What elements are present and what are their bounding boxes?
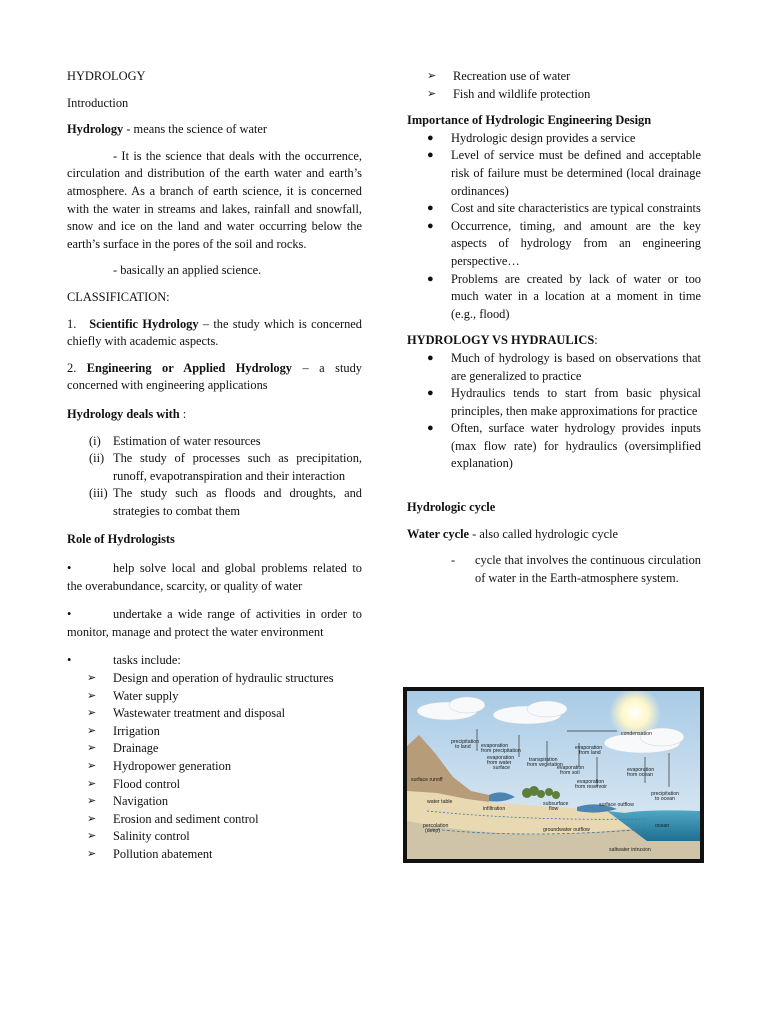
list-item bbox=[67, 688, 362, 706]
role-text: help solve local and global problems related to the overabundance, scarcity, or quality of water bbox=[67, 561, 362, 593]
list-number: (iii) bbox=[89, 486, 108, 501]
classification-heading: CLASSIFICATION: bbox=[67, 289, 170, 304]
list-item bbox=[67, 450, 362, 485]
dash-marker: - bbox=[451, 553, 456, 568]
left-column bbox=[67, 68, 362, 864]
label-groundwater-outflow: groundwater outflow bbox=[543, 827, 590, 833]
deals-with-heading bbox=[67, 406, 362, 424]
bullet-icon: ● bbox=[427, 202, 434, 215]
deals-with-list bbox=[67, 433, 362, 521]
list-item bbox=[67, 776, 362, 794]
list-text: Often, surface water hydrology provides inputs (max flow rate) for hydraulics (oversimplified explanation) bbox=[451, 421, 701, 471]
list-text: The study such as floods and droughts, and strategies to combat them bbox=[113, 486, 362, 518]
role-heading: Role of Hydrologists bbox=[67, 532, 175, 547]
intro-heading: Introduction bbox=[67, 95, 129, 110]
arrow-bullet-icon: ➢ bbox=[87, 795, 97, 808]
label-evap-precip: evaporation bbox=[481, 743, 509, 749]
label-precip-ocean: precipitation bbox=[651, 791, 679, 797]
list-item bbox=[67, 793, 362, 811]
arrow-bullet-icon: ➢ bbox=[87, 742, 97, 755]
list-number: (ii) bbox=[89, 451, 105, 466]
arrow-bullet-icon: ➢ bbox=[427, 70, 437, 82]
list-item bbox=[67, 740, 362, 758]
label-transpiration: from vegetation bbox=[527, 762, 563, 768]
tasks-list-continued bbox=[407, 68, 701, 103]
list-item bbox=[407, 86, 701, 104]
list-item bbox=[67, 433, 362, 451]
list-item bbox=[67, 485, 362, 520]
bullet-icon: • bbox=[67, 607, 72, 622]
hydrologic-cycle-diagram bbox=[407, 691, 700, 859]
role-text: tasks include: bbox=[113, 653, 181, 668]
list-text: Irrigation bbox=[113, 723, 160, 738]
arrow-bullet-icon: ➢ bbox=[87, 672, 97, 685]
list-text: Problems are created by lack of water or too much water in a location at a moment in time (e.g., flood) bbox=[451, 271, 701, 321]
arrow-bullet-icon: ➢ bbox=[87, 724, 97, 737]
cycle-heading: Hydrologic cycle bbox=[407, 500, 496, 515]
list-text: Wastewater treatment and disposal bbox=[113, 706, 286, 721]
hydrologic-cycle-figure bbox=[403, 687, 704, 863]
list-item bbox=[67, 811, 362, 829]
list-text: Cost and site characteristics are typical constraints bbox=[451, 201, 701, 216]
label-evap-land: evaporation bbox=[575, 745, 603, 751]
list-text: Navigation bbox=[113, 794, 169, 809]
applied-science-note: - basically an applied science. bbox=[113, 263, 262, 278]
arrow-bullet-icon: ➢ bbox=[87, 760, 97, 772]
label-surface-outflow: surface outflow bbox=[599, 802, 634, 808]
cycle-definition-text: cycle that involves the continuous circulation of water in the Earth-atmosphere system. bbox=[475, 553, 701, 585]
list-item bbox=[67, 670, 362, 688]
list-text: Much of hydrology is based on observations that are generalized to practice bbox=[451, 350, 701, 383]
list-item bbox=[67, 846, 362, 864]
list-item bbox=[407, 350, 701, 385]
list-text: Level of service must be defined and acceptable risk of failure must be determined (local drainage ordinances) bbox=[451, 148, 701, 198]
water-cycle-term: Water cycle bbox=[407, 526, 470, 541]
label-ocean: ocean bbox=[655, 823, 670, 829]
list-text: The study of processes such as precipitation, runoff, evapotranspiration and their interaction bbox=[113, 451, 362, 483]
list-item bbox=[407, 420, 701, 473]
label-subsurface-flow: flow bbox=[549, 806, 559, 812]
role-text: undertake a wide range of activities in order to monitor, manage and protect the water environment bbox=[67, 607, 362, 639]
vs-heading-colon: : bbox=[594, 333, 598, 348]
list-text: Drainage bbox=[113, 741, 159, 756]
list-text: Salinity control bbox=[113, 829, 190, 844]
label-surface-runoff: surface runoff bbox=[411, 777, 443, 783]
list-item bbox=[67, 828, 362, 846]
bullet-icon: • bbox=[67, 561, 72, 576]
bullet-icon: • bbox=[67, 653, 72, 668]
label-evap-surface: evaporation bbox=[487, 755, 515, 761]
arrow-bullet-icon: ➢ bbox=[87, 812, 97, 825]
importance-list bbox=[407, 130, 701, 324]
label-precip-ocean: to ocean bbox=[655, 796, 675, 802]
list-text: Flood control bbox=[113, 776, 181, 791]
role-item-3 bbox=[67, 652, 362, 670]
arrow-bullet-icon: ➢ bbox=[87, 707, 97, 720]
right-column bbox=[407, 68, 701, 587]
classification-number: 1. bbox=[67, 316, 77, 331]
role-item-2 bbox=[67, 606, 362, 641]
classification-item-2 bbox=[67, 360, 362, 395]
list-text: Estimation of water resources bbox=[113, 433, 261, 448]
label-evap-soil: from soil bbox=[560, 770, 580, 776]
label-evap-ocean: from ocean bbox=[627, 772, 653, 778]
label-precip-land: precipitation bbox=[451, 739, 479, 745]
list-item bbox=[67, 758, 362, 776]
label-evap-soil: evaporation bbox=[557, 765, 585, 771]
list-text: Water supply bbox=[113, 688, 179, 703]
classification-text: – the study which is concerned chiefly with academic aspects. bbox=[67, 316, 362, 349]
list-text: Design and operation of hydraulic structures bbox=[113, 671, 334, 686]
label-evap-reservoir: from reservoir bbox=[575, 784, 607, 790]
label-transpiration: transpiration bbox=[529, 757, 558, 763]
label-infiltration: infiltration bbox=[483, 806, 506, 812]
label-percolation: percolation bbox=[423, 823, 449, 829]
list-text: Pollution abatement bbox=[113, 846, 213, 861]
list-text: Occurrence, timing, and amount are the key aspects of hydrology from an engineering perspective… bbox=[451, 218, 701, 268]
bullet-icon: ● bbox=[427, 272, 434, 285]
bullet-icon: ● bbox=[427, 131, 434, 144]
vs-list bbox=[407, 350, 701, 473]
vs-heading-text: HYDROLOGY VS HYDRAULICS bbox=[407, 333, 595, 348]
label-evap-reservoir: evaporation bbox=[577, 779, 605, 785]
deals-with-term: Hydrology deals with bbox=[67, 406, 180, 421]
bullet-icon: ● bbox=[427, 351, 434, 364]
label-evap-surface: surface bbox=[493, 765, 511, 771]
role-item-1 bbox=[67, 560, 362, 595]
cycle-definition-item bbox=[407, 552, 701, 587]
hydrology-definition bbox=[67, 121, 362, 139]
arrow-bullet-icon: ➢ bbox=[427, 87, 437, 100]
list-text: Recreation use of water bbox=[453, 69, 571, 83]
classification-term: Engineering or Applied Hydrology bbox=[86, 360, 292, 375]
list-item bbox=[407, 200, 701, 218]
water-cycle-definition bbox=[407, 526, 701, 544]
list-text: Hydrologic design provides a service bbox=[451, 130, 636, 145]
label-percolation: (deep) bbox=[425, 828, 440, 834]
importance-heading: Importance of Hydrologic Engineering Design bbox=[407, 113, 652, 128]
label-evap-surface: from water bbox=[487, 760, 512, 766]
list-text: Hydraulics tends to start from basic physical principles, then make approximations for practice bbox=[451, 386, 701, 418]
hydrology-def-text: - means the science of water bbox=[123, 122, 268, 137]
label-evap-precip: from precipitation bbox=[481, 748, 521, 754]
hydrology-term: Hydrology bbox=[67, 122, 124, 137]
water-cycle-text: - also called hydrologic cycle bbox=[469, 526, 619, 541]
label-evap-land: from land bbox=[579, 750, 601, 756]
list-text: Hydropower generation bbox=[113, 759, 232, 773]
label-condensation: condensation bbox=[621, 731, 652, 737]
list-item bbox=[407, 271, 701, 324]
label-saltwater-intrusion: saltwater intrusion bbox=[609, 847, 651, 853]
list-item bbox=[407, 68, 701, 86]
bullet-icon: ● bbox=[427, 422, 434, 435]
arrow-bullet-icon: ➢ bbox=[87, 830, 97, 843]
classification-term: Scientific Hydrology bbox=[89, 316, 199, 331]
classification-text: – a study concerned with engineering applications bbox=[67, 360, 362, 393]
label-evap-ocean: evaporation bbox=[627, 767, 655, 773]
list-number: (i) bbox=[89, 433, 101, 448]
deals-with-colon: : bbox=[179, 406, 187, 421]
bullet-icon: ● bbox=[427, 387, 434, 400]
list-item bbox=[67, 705, 362, 723]
list-item bbox=[407, 130, 701, 148]
classification-number: 2. bbox=[67, 360, 77, 375]
bullet-icon: ● bbox=[427, 219, 434, 232]
list-item bbox=[67, 723, 362, 741]
label-precip-land: to land bbox=[455, 744, 471, 750]
arrow-bullet-icon: ➢ bbox=[87, 847, 97, 860]
bullet-icon: ● bbox=[427, 149, 434, 162]
list-text: Fish and wildlife protection bbox=[453, 86, 591, 101]
arrow-bullet-icon: ➢ bbox=[87, 777, 97, 790]
list-item bbox=[407, 147, 701, 200]
classification-item-1 bbox=[67, 316, 362, 351]
vs-heading bbox=[407, 332, 701, 350]
tasks-list bbox=[67, 670, 362, 864]
list-item bbox=[407, 385, 701, 420]
label-subsurface-flow: subsurface bbox=[543, 801, 569, 807]
list-item bbox=[407, 218, 701, 271]
list-text: Erosion and sediment control bbox=[113, 811, 259, 826]
label-water-table: water table bbox=[427, 799, 453, 805]
definition-paragraph: - It is the science that deals with the occurrence, circulation and distribution of the earth water and earth’s atmosphere. As a branch of earth science, it is concerned with the water in streams and lakes, rainfall and snowfall, snow and ice on the land and water occurring below the earth’s surface in the pores of the soil and rocks. bbox=[67, 148, 362, 251]
doc-title: HYDROLOGY bbox=[67, 69, 146, 83]
arrow-bullet-icon: ➢ bbox=[87, 689, 97, 702]
